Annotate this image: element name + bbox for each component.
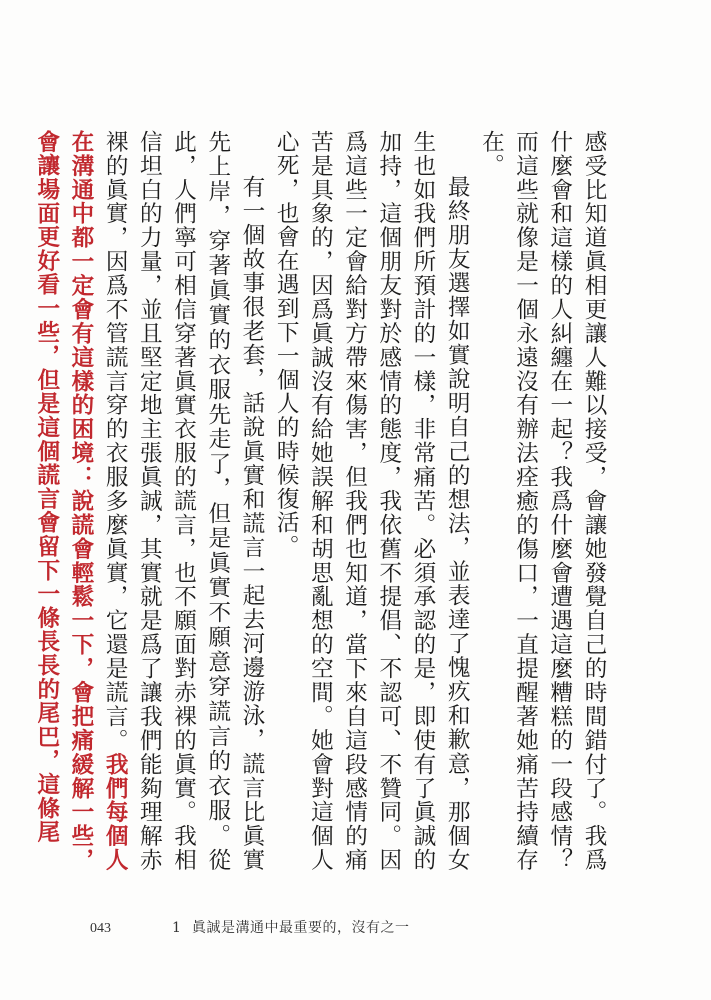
page-number: 043	[90, 921, 111, 936]
paragraph-2: 最終朋友選擇如實說明自己的想法，並表達了愧疚和歉意，那個女生也如我們所預計的一樣，非常痛苦。必須承認的是，即使有了眞誠的加持，這個朋友對於感情的態度，我依舊不提倡、不認可、不贊同。因爲這些一定會給對方帶來傷害，但我們也知道，當下來自這段感情的痛苦是具象的，因爲眞誠沒有給她誤解和胡思亂想的空間。她會對這個人心死，也會在遇到下一個人的時候復活。	[273, 130, 471, 872]
paragraph-3-text: 有一個故事很老套，話說眞實和謊言一起去河邊游泳，謊言比眞實先上岸，穿著眞實的衣服先走了，但是眞實不願意穿謊言的衣服。從此，人們寧可相信穿著眞實衣服的謊言，也不願面對赤裸的眞實。我相信坦白的力量，並且堅定地主張眞誠，其實就是爲了讓我們能夠理解赤裸的眞實，因爲不管謊言穿的衣服多麼眞實，它還是謊言。	[102, 130, 265, 872]
chapter-number: 1	[172, 920, 181, 936]
highlighted-text: 我們每個人在溝通中都一定會有這樣的困境：說謊會輕鬆一下，會把痛緩解一些，會讓場面更好看一些，但是這個謊言會留下一條長長的尾巴，這條尾	[33, 130, 129, 872]
body-text	[33, 130, 611, 872]
paragraph-3	[30, 130, 269, 872]
paragraph-1: 感受比知道眞相更讓人難以接受，會讓她發覺自己的時間錯付了。我爲什麼會和這樣的人糾纏在一起？我爲什麼會遭遇這麼糟糕的一段感情？而這些就像是一個永遠沒有辦法痊癒的傷口，一直提醒著她痛苦持續存在。	[478, 130, 607, 872]
page-footer	[90, 917, 410, 937]
chapter-title: 眞誠是溝通中最重要的，沒有之一	[192, 920, 410, 936]
